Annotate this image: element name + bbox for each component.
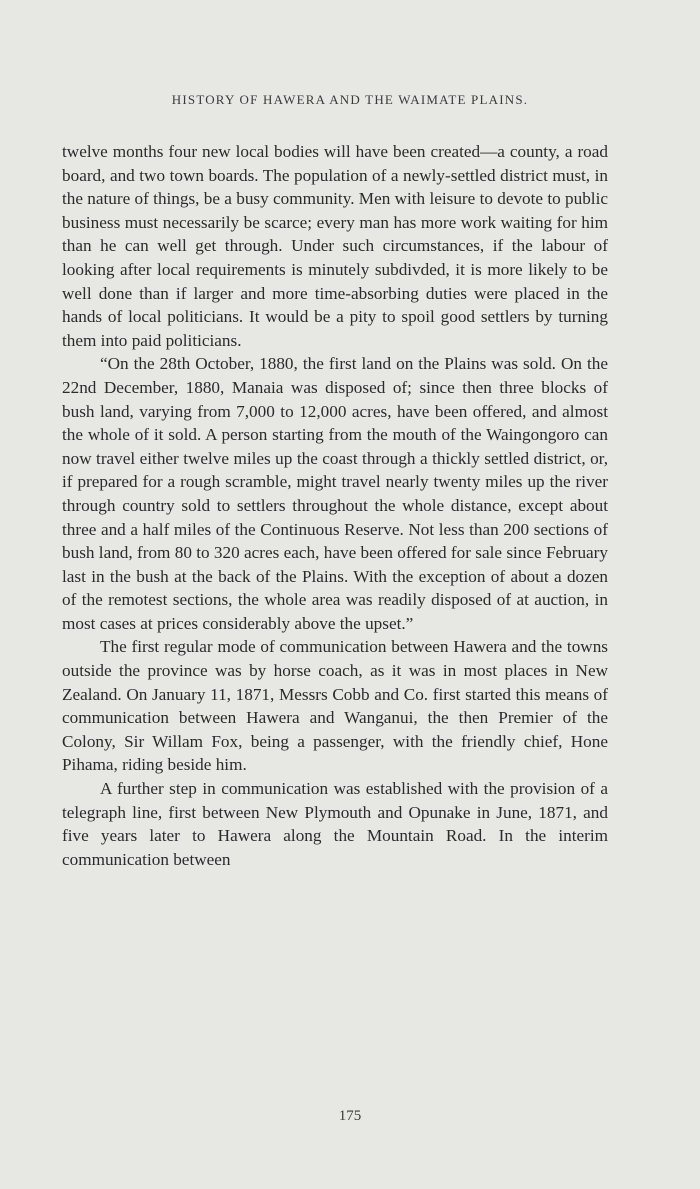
page-number: 175: [338, 1108, 362, 1124]
paragraph-quotation: “On the 28th October, 1880, the first land on the Plains was sold. On the 22nd December, 1880, Manaia was disposed of; since then three blocks of bush land, varying from 7,000 to 12,000 acres, have been offered, and almost the whole of it sold. A person starting from the mouth of the Waingongoro can now travel either twelve miles up the coast through a thickly settled district, or, if prepared for a rough scramble, might travel nearly twenty miles up the river through country sold to settlers throughout the whole distance, except about three and a half miles of the Continuous Reserve. Not less than 200 sections of bush land, from 80 to 320 acres each, have been offered for sale since February last in the bush at the back of the Plains. With the exception of about a dozen of the remotest sections, the whole area was readily disposed of at auction, in most cases at prices considerably above the upset.”: [62, 354, 608, 633]
paragraph-continued: twelve months four new local bodies will have been created—a county, a road board, and two town boards. The population of a newly-settled district must, in the nature of things, be a busy community. Men with leisure to devote to public business must necessarily be scarce; every man has more work waiting for him than he can well get through. Under such circumstances, if the labour of looking after local requirements is minutely subdivded, it is more likely to be well done than if larger and more time-absorbing duties were placed in the hands of local politicians. It would be a pity to spoil good settlers by turning them into paid politicians.: [62, 142, 608, 350]
paragraph-coach: The first regular mode of communication between Hawera and the towns outside the province was by horse coach, as it was in most places in New Zealand. On January 11, 1871, Messrs Cobb and Co. first started this means of communication between Hawera and Wanganui, the then Premier of the Colony, Sir Willam Fox, being a passenger, with the friendly chief, Hone Pihama, riding beside him.: [62, 637, 608, 775]
paragraph-telegraph: A further step in communication was established with the provision of a telegraph line, first between New Plymouth and Opunake in June, 1871, and five years later to Hawera along the Mountain Road. In the interim communication between: [62, 779, 608, 869]
body-text: [62, 140, 608, 871]
running-head: HISTORY OF HAWERA AND THE WAIMATE PLAINS.: [171, 92, 529, 107]
